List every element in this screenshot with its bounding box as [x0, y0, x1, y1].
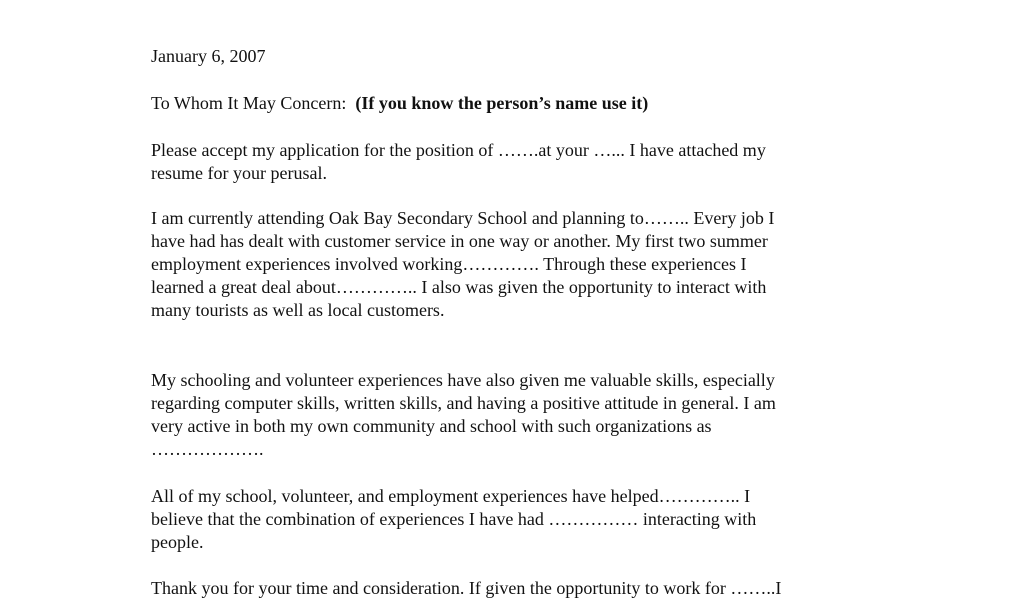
paragraph-line: believe that the combination of experiences I have had …………… interacting with: [151, 509, 757, 529]
paragraph-4: [151, 485, 756, 554]
salutation-note: (If you know the person’s name use it): [355, 93, 649, 113]
paragraph-line: have had has dealt with customer service in one way or another. My first two summer: [151, 231, 768, 251]
letter-date: [151, 45, 265, 68]
salutation-line: [151, 92, 648, 115]
paragraph-line: employment experiences involved working…………. Through these experiences I: [151, 254, 747, 274]
salutation: [151, 92, 648, 115]
paragraph-line: learned a great deal about………….. I also was given the opportunity to interact with: [151, 277, 767, 297]
paragraph-1: [151, 139, 766, 185]
paragraph-line: regarding computer skills, written skills, and having a positive attitude in general. I am: [151, 393, 776, 413]
paragraph-line: My schooling and volunteer experiences have also given me valuable skills, especially: [151, 370, 775, 390]
paragraph-line: Thank you for your time and consideration. If given the opportunity to work for ……..I: [151, 578, 782, 598]
paragraph-line: people.: [151, 532, 204, 552]
paragraph-3: [151, 369, 776, 461]
paragraph-line: resume for your perusal.: [151, 163, 327, 183]
paragraph-line: many tourists as well as local customers.: [151, 300, 445, 320]
paragraph-line: Please accept my application for the position of …….at your …... I have attached my: [151, 140, 766, 160]
paragraph-line: All of my school, volunteer, and employment experiences have helped………….. I: [151, 486, 751, 506]
paragraph-line: I am currently attending Oak Bay Secondary School and planning to…….. Every job I: [151, 208, 775, 228]
paragraph-5: [151, 577, 781, 600]
date-line: January 6, 2007: [151, 46, 266, 66]
paragraph-line: very active in both my own community and school with such organizations as: [151, 416, 712, 436]
paragraph-2: [151, 207, 774, 322]
paragraph-line: ……………….: [151, 439, 264, 459]
salutation-text: To Whom It May Concern:: [151, 93, 347, 113]
